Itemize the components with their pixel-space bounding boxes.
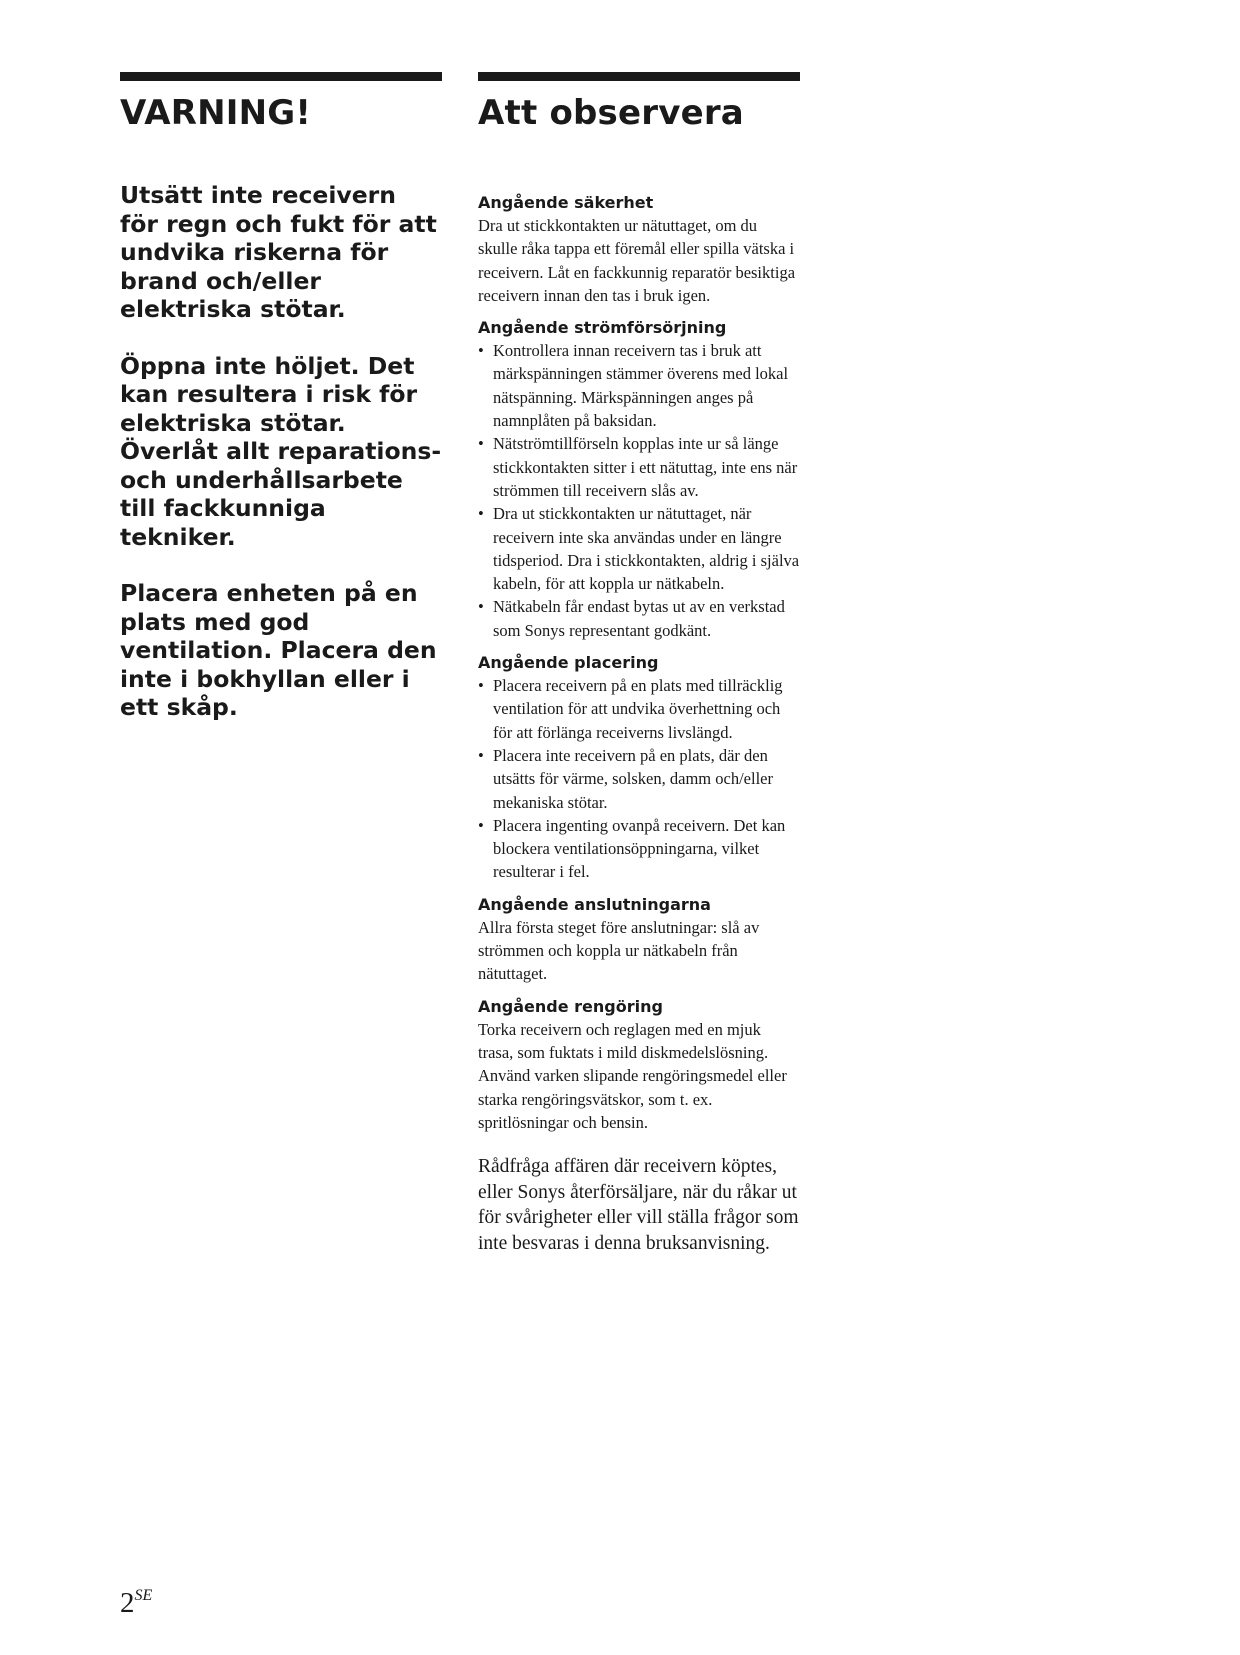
- page-number-value: 2: [120, 1587, 135, 1619]
- list-item: • Placera receivern på en plats med tillräcklig ventilation för att undvika överhettning och för att förlänga receiverns livslängd.: [478, 674, 800, 744]
- closing-paragraph: Rådfråga affären där receivern köptes, eller Sonys återförsäljare, när du råkar ut för svårigheter eller vill ställa frågor som inte besvaras i denna bruksanvisning.: [478, 1156, 799, 1254]
- section-connections: [478, 893, 800, 986]
- precautions-heading: Att observera: [478, 93, 744, 133]
- section-placement: [478, 651, 800, 884]
- section-title: Angående säkerhet: [478, 193, 654, 212]
- list-item: • Nätströmtillförseln kopplas inte ur så länge stickkontakten sitter i ett nätuttag, inte ens när strömmen till receivern slås av.: [478, 432, 800, 502]
- warning-column: [120, 72, 442, 722]
- section-power: [478, 316, 800, 642]
- page-number-suffix: SE: [134, 1587, 153, 1604]
- warning-heading: VARNING!: [120, 93, 312, 133]
- section-title: Angående anslutningarna: [478, 894, 711, 914]
- section-title: Angående placering: [478, 653, 659, 673]
- list-item: • Nätkabeln får endast bytas ut av en verkstad som Sonys representant godkänt.: [478, 595, 800, 642]
- heading-rule: [120, 72, 442, 81]
- page-number: [120, 1580, 152, 1619]
- list-item: • Dra ut stickkontakten ur nätuttaget, när receivern inte ska användas under en längre tidsperiod. Dra i stickkontakten, aldrig i själva kabeln, för att koppla ur nätkabeln.: [478, 502, 800, 595]
- section-text: Allra första steget före anslutningar: slå av strömmen och koppla ur nätkabeln från nätuttaget.: [478, 917, 760, 984]
- bullet-list: [478, 674, 800, 884]
- precautions-column: [478, 72, 800, 1256]
- warning-paragraph-moisture: Utsätt inte receivern för regn och fukt för att undvika riskerna för brand och/eller elektriska stötar.: [120, 181, 437, 323]
- bullet-list: [478, 339, 800, 642]
- list-item: • Placera inte receivern på en plats, där den utsätts för värme, solsken, damm och/eller mekaniska stötar.: [478, 744, 800, 814]
- section-safety: [478, 191, 800, 307]
- heading-rule: [478, 72, 800, 81]
- section-title: Angående strömförsörjning: [478, 318, 727, 338]
- section-text: Dra ut stickkontakten ur nätuttaget, om du skulle råka tappa ett föremål eller spilla vätska i receivern. Låt en fackkunnig reparatör besiktiga receivern innan den tas i bruk igen.: [478, 216, 796, 305]
- warning-paragraph-casing: Öppna inte höljet. Det kan resultera i risk för elektriska stötar. Överlåt allt reparations- och underhållsarbete till fackkunniga tekniker.: [120, 351, 442, 551]
- list-item: • Kontrollera innan receivern tas i bruk att märkspänningen stämmer överens med lokal nätspänning. Märkspänningen anges på namnplåten på baksidan.: [478, 339, 800, 432]
- section-text: Torka receivern och reglagen med en mjuk trasa, som fuktats i mild diskmedelslösning. Använd varken slipande rengöringsmedel eller starka rengöringsvätskor, som t. ex. spritlösningar och bensin.: [478, 1019, 787, 1132]
- section-title: Angående rengöring: [478, 996, 663, 1016]
- section-cleaning: [478, 995, 800, 1134]
- warning-paragraph-ventilation: Placera enheten på en plats med god ventilation. Placera den inte i bokhyllan eller i ett skåp.: [120, 579, 437, 721]
- list-item: • Placera ingenting ovanpå receivern. Det kan blockera ventilationsöppningarna, vilket resulterar i fel.: [478, 814, 800, 884]
